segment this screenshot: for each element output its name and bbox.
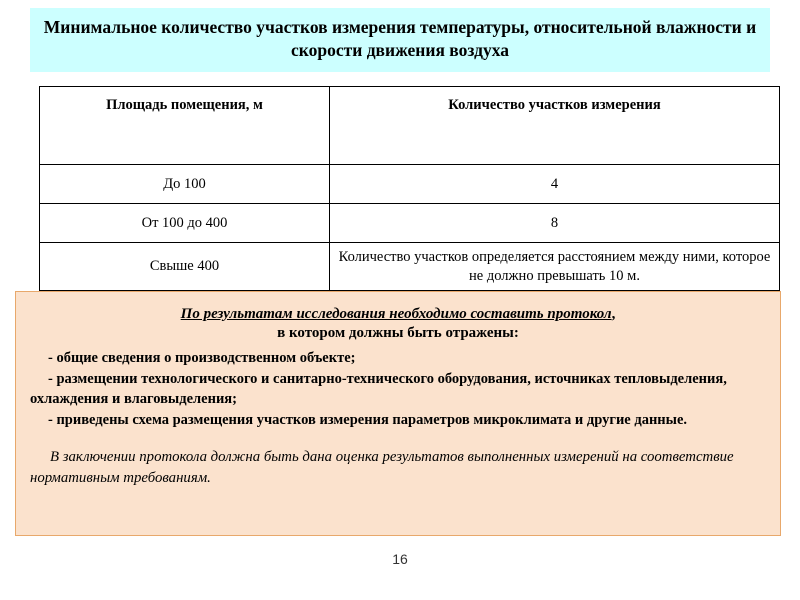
table-row: [40, 204, 780, 243]
table-header: [40, 87, 780, 165]
page-number: 16: [392, 551, 408, 567]
table-cell-count: 4: [330, 165, 780, 204]
protocol-note-box: [15, 291, 781, 536]
note-conclusion: В заключении протокола должна быть дана оценка результатов выполненных измерений на соответствие нормативным требованиям.: [30, 448, 734, 487]
list-item: - приведены схема размещения участков измерения параметров микроклимата и другие данные.: [48, 411, 688, 428]
table-column-header-count: Количество участков измерения: [330, 87, 780, 165]
note-heading-underlined: По результатам исследования необходимо составить протокол: [180, 306, 612, 322]
list-item: - общие сведения о производственном объекте;: [48, 350, 356, 367]
table-row: [40, 243, 780, 291]
list-item: - размещении технологического и санитарно-технического оборудования, источниках тепловыделения, охлаждения и влаговыделения;: [30, 370, 727, 408]
measurement-table: [39, 86, 780, 291]
table-row: [40, 165, 780, 204]
table-cell-area: От 100 до 400: [40, 204, 330, 243]
table-column-header-area: Площадь помещения, м: [40, 87, 330, 165]
table-body: [40, 165, 780, 291]
table-cell-count: 8: [330, 204, 780, 243]
table-cell-count: Количество участков определяется расстоянием между ними, которое не должно превышать 10 м.: [330, 243, 780, 291]
note-heading: [30, 304, 766, 324]
note-subheading: в котором должны быть отражены:: [277, 325, 519, 342]
page-title: Минимальное количество участков измерения температуры, относительной влажности и скорости движения воздуха: [43, 17, 757, 61]
table-cell-area: До 100: [40, 165, 330, 204]
table-cell-area: Свыше 400: [40, 243, 330, 291]
note-list: [30, 348, 766, 430]
table-header-row: [40, 87, 780, 165]
title-banner: [30, 8, 770, 72]
note-heading-tail: ,: [611, 306, 616, 322]
